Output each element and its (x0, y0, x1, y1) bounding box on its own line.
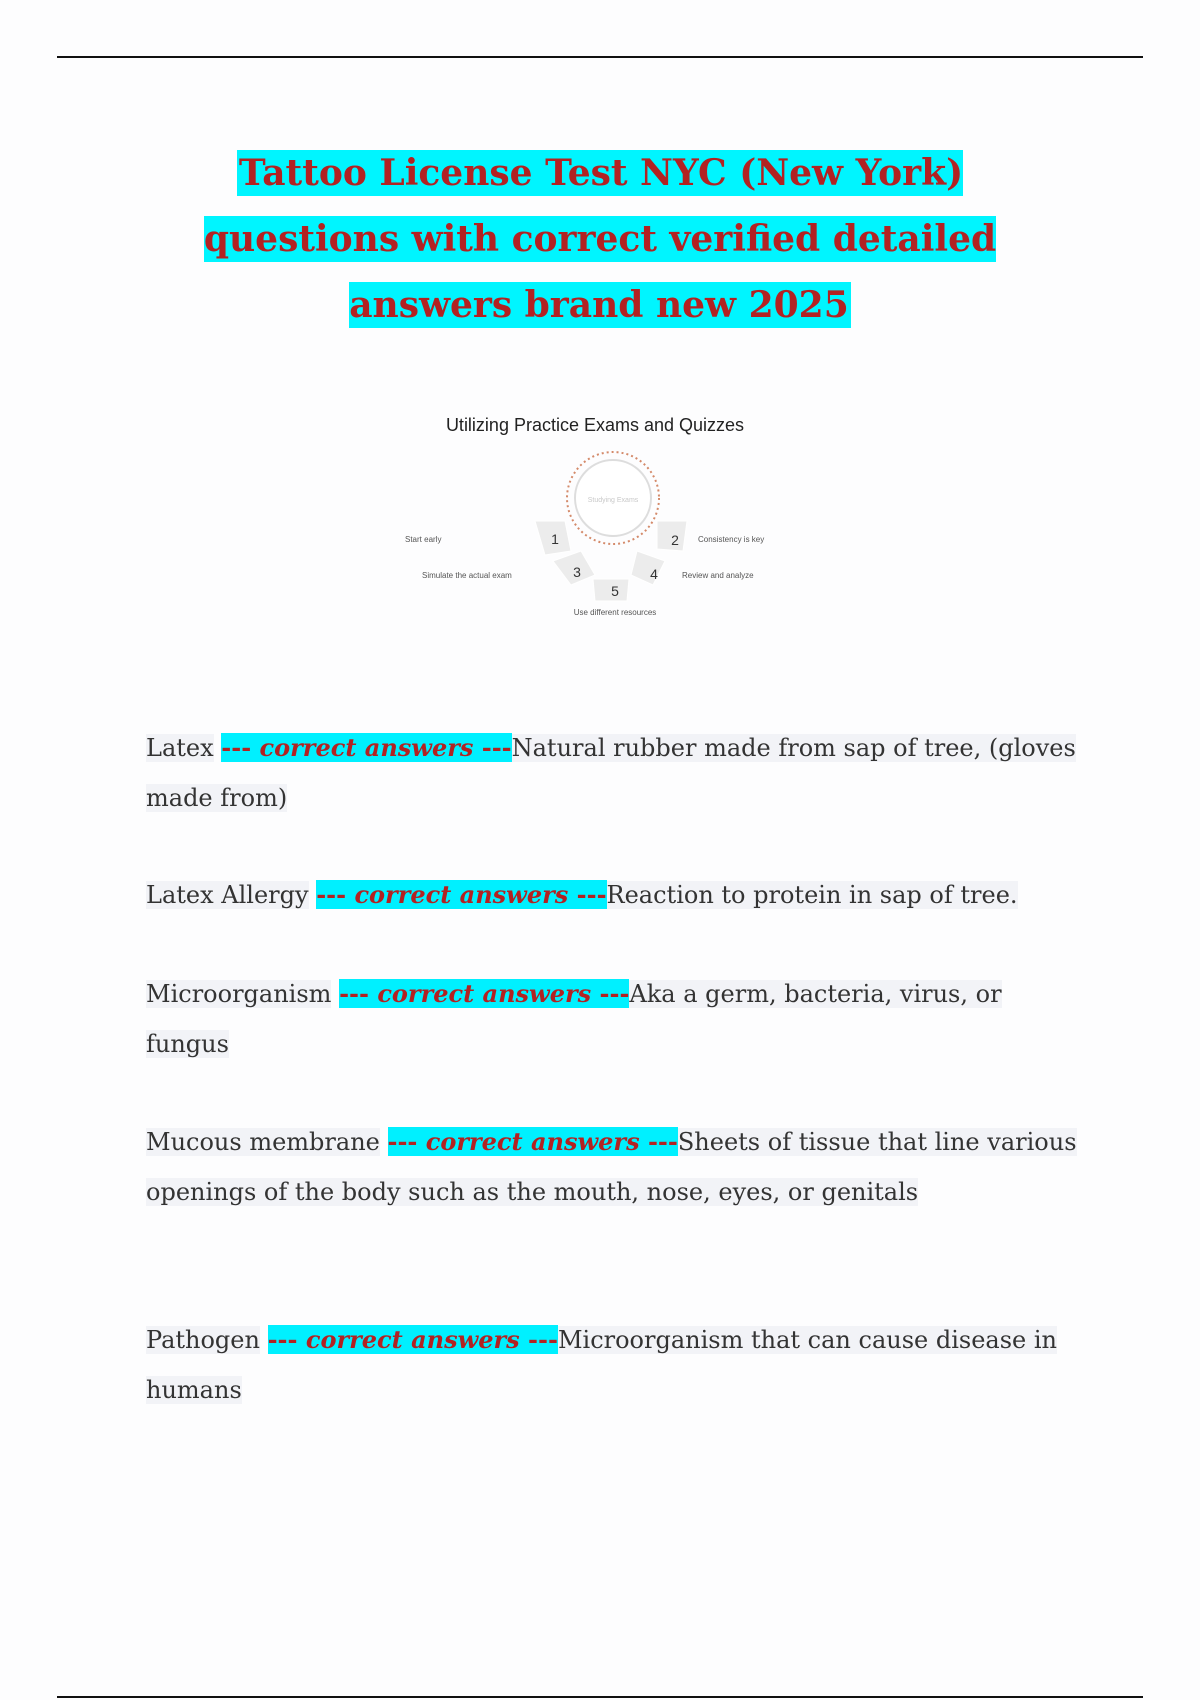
page-title (140, 140, 1060, 338)
step-label-3: Simulate the actual exam (422, 571, 512, 580)
qa-item (146, 969, 1086, 1069)
practice-exams-figure (395, 415, 795, 617)
qa-separator: --- correct answers --- (316, 880, 607, 909)
step-label-5: Use different resources (573, 608, 657, 617)
qa-separator: --- correct answers --- (339, 979, 630, 1008)
step-label-4: Review and analyze (682, 571, 754, 580)
qa-separator: --- correct answers --- (387, 1127, 678, 1156)
qa-answer: Sheets of tissue that line various openings of the body such as the mouth, nose, eyes, or genitals (146, 1128, 1077, 1206)
qa-answer: Natural rubber made from sap of tree, (gloves made from) (146, 734, 1076, 812)
qa-term: Pathogen (146, 1326, 260, 1354)
step-number-3: 3 (573, 564, 581, 580)
figure-diagram (395, 443, 795, 617)
page-title-text: Tattoo License Test NYC (New York) questions with correct verified detailed answers brand new 2025 (203, 152, 997, 326)
qa-answer: Reaction to protein in sap of tree. (606, 881, 1018, 909)
qa-item (146, 1117, 1086, 1217)
qa-term: Microorganism (146, 980, 332, 1008)
bottom-rule (57, 1696, 1143, 1698)
qa-item (146, 870, 1086, 920)
qa-answer: Aka a germ, bacteria, virus, or fungus (146, 980, 1002, 1058)
qa-separator: --- correct answers --- (221, 733, 512, 762)
qa-term: Latex Allergy (146, 881, 309, 909)
segment-4 (631, 551, 665, 585)
step-number-5: 5 (611, 583, 619, 599)
qa-item (146, 1315, 1086, 1415)
figure-caption: Utilizing Practice Exams and Quizzes (445, 415, 745, 435)
step-number-2: 2 (671, 532, 679, 548)
step-number-1: 1 (551, 531, 559, 547)
qa-term: Mucous membrane (146, 1128, 380, 1156)
top-rule (57, 56, 1143, 58)
step-label-2: Consistency is key (698, 535, 765, 544)
qa-answer: Microorganism that can cause disease in humans (146, 1326, 1058, 1404)
qa-separator: --- correct answers --- (267, 1325, 558, 1354)
qa-term: Latex (146, 734, 214, 762)
figure-center-label: Studying Exams (587, 497, 639, 504)
qa-item (146, 723, 1086, 823)
step-label-1: Start early (405, 535, 442, 544)
step-number-4: 4 (650, 566, 658, 582)
